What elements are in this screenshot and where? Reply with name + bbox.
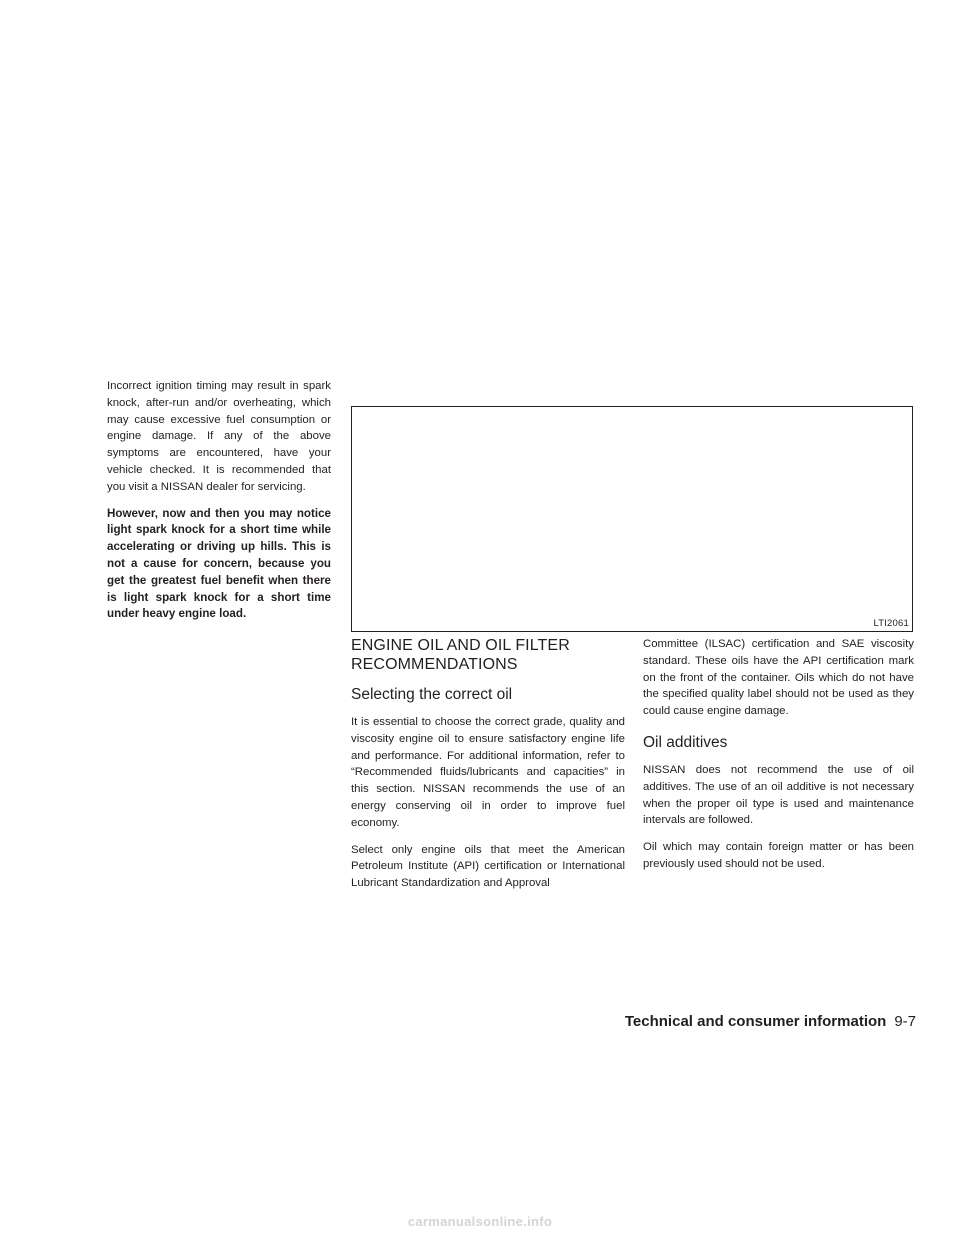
page-footer [600,1013,916,1030]
figure-id-label: LTI2061 [873,618,909,629]
selecting-oil-paragraph-2-text: Select only engine oils that meet the American Petroleum Institute (API) certification or International Lubricant Standardization and Approval [351,843,625,890]
section-heading: ENGINE OIL AND OIL FILTER RECOMMENDATIONS [351,637,570,673]
oil-additives-paragraph-1: NISSAN does not recommend the use of oil additives. The use of an oil additive is not necessary when the proper oil type is used and maintenance intervals are followed. [643,763,914,827]
illustration-frame [351,406,913,632]
right-column [643,636,914,883]
chapter-title: Technical and consumer information [624,1013,887,1030]
subheading-oil-additives: Oil additives [643,733,728,751]
selecting-oil-paragraph-2 [351,842,625,892]
spark-knock-note: However, now and then you may notice light spark knock for a short time while accelerating or driving up hills. This is not a cause for concern, because you get the greatest fuel benefit when there is light spark knock for a short time under heavy engine load. [107,506,331,621]
page-number: 9-7 [894,1013,916,1030]
middle-column [351,636,625,902]
selecting-oil-paragraph-2-continued: Committee (ILSAC) certification and SAE viscosity standard. These oils have the API certification mark on the front of the container. Oils which do not have the specified quality label should not be used as they could cause engine damage. [643,638,914,718]
oil-additives-paragraph-2: Oil which may contain foreign matter or has been previously used should not be used. [643,841,914,870]
watermark-text: carmanualsonline.info [407,1214,553,1229]
left-column [107,378,331,633]
subheading-selecting-oil: Selecting the correct oil [351,686,513,703]
selecting-oil-paragraph-1: It is essential to choose the correct grade, quality and viscosity engine oil to ensure satisfactory engine life and performance. For additional information, refer to “Recommended fluids/lubricants and capacities” in this section. NISSAN recommends the use of an energy conserving oil in order to improve fuel economy. [351,716,625,829]
ignition-timing-paragraph: Incorrect ignition timing may result in spark knock, after-run and/or overheating, which may cause excessive fuel consumption or engine damage. If any of the above symptoms are encountered, have your vehicle checked. It is recommended that you visit a NISSAN dealer for servicing. [107,380,331,493]
